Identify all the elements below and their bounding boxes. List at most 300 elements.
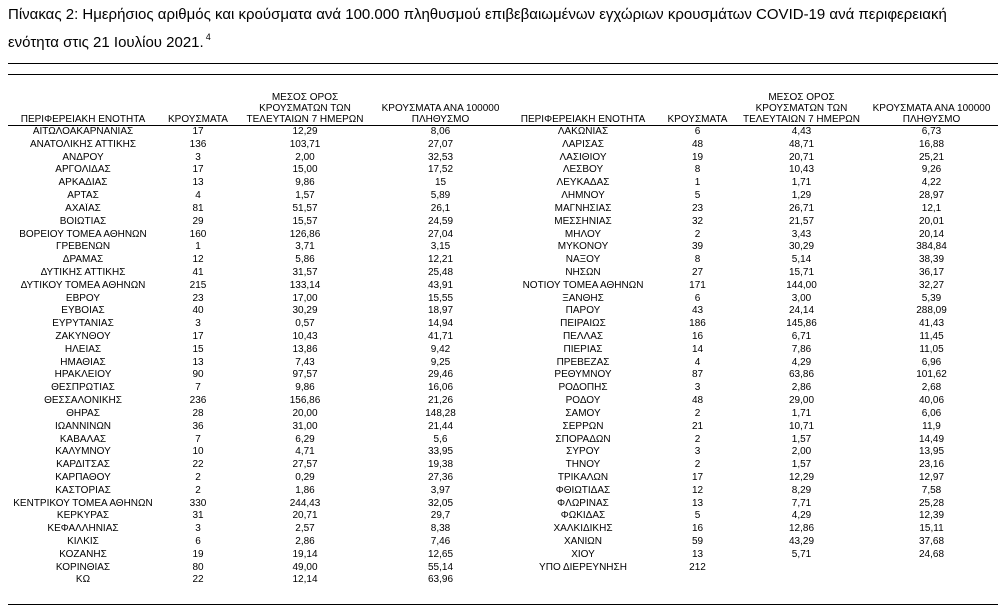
region-cell: ΞΑΝΘΗΣ bbox=[562, 292, 604, 304]
per100k-cell: 40,06 bbox=[918, 395, 945, 407]
region-cell: ΝΗΣΩΝ bbox=[565, 266, 601, 278]
region-cell: ΡΟΔΟΠΗΣ bbox=[558, 382, 608, 394]
cases-cell: 1 bbox=[694, 177, 701, 189]
table-row bbox=[8, 126, 509, 139]
avg7-cell: 1,71 bbox=[791, 407, 812, 419]
region-cell: ΔΥΤΙΚΟΥ ΤΟΜΕΑ ΑΘΗΝΩΝ bbox=[20, 279, 146, 291]
per100k-cell: 2,68 bbox=[921, 382, 942, 394]
table-row bbox=[8, 498, 509, 511]
table-row bbox=[8, 523, 509, 536]
cases-cell: 3 bbox=[694, 382, 701, 394]
region-cell: ΑΡΓΟΛΙΔΑΣ bbox=[55, 164, 111, 176]
avg7-cell: 31,00 bbox=[292, 420, 318, 432]
avg7-cell: 3,00 bbox=[791, 292, 812, 304]
region-cell: ΣΕΡΡΩΝ bbox=[562, 420, 604, 432]
cases-cell: 3 bbox=[195, 151, 201, 163]
cases-cell: 90 bbox=[192, 369, 204, 381]
region-cell: ΛΕΥΚΑΔΑΣ bbox=[556, 177, 610, 189]
avg7-cell: 6,71 bbox=[791, 331, 812, 342]
per100k-cell: 25,28 bbox=[918, 497, 945, 509]
cases-cell: 171 bbox=[689, 279, 706, 291]
per100k-cell: 21,26 bbox=[427, 395, 454, 407]
cases-cell: 7 bbox=[195, 433, 201, 445]
avg7-cell: 17,00 bbox=[292, 292, 318, 304]
region-cell: ΦΩΚΙΔΑΣ bbox=[560, 510, 606, 522]
table-row bbox=[509, 408, 998, 421]
table-row bbox=[509, 357, 998, 370]
per100k-cell: 9,42 bbox=[430, 343, 451, 355]
per100k-cell: 12,65 bbox=[427, 548, 454, 560]
cases-cell: 16 bbox=[691, 523, 704, 535]
table-row bbox=[8, 510, 509, 523]
cases-cell: 136 bbox=[189, 138, 207, 150]
avg7-cell: 126,86 bbox=[289, 228, 321, 240]
avg7-cell: 4,71 bbox=[295, 446, 315, 458]
per100k-cell: 6,96 bbox=[921, 356, 942, 368]
cases-cell: 59 bbox=[691, 536, 704, 547]
cases-cell: 81 bbox=[192, 202, 204, 214]
cases-cell: 15 bbox=[192, 343, 204, 355]
cases-table-left bbox=[8, 86, 509, 587]
region-cell: ΛΑΚΩΝΙΑΣ bbox=[557, 126, 609, 137]
avg7-cell: 1,29 bbox=[791, 190, 812, 202]
avg7-cell: 20,71 bbox=[292, 510, 318, 522]
avg7-cell: 8,29 bbox=[791, 484, 812, 496]
region-cell: ΠΕΛΛΑΣ bbox=[562, 331, 604, 342]
avg7-cell: 21,57 bbox=[788, 215, 815, 227]
table-row bbox=[509, 177, 998, 190]
region-cell: ΘΕΣΣΑΛΟΝΙΚΗΣ bbox=[44, 395, 122, 407]
region-cell: ΛΗΜΝΟΥ bbox=[561, 190, 605, 202]
per100k-cell: 28,97 bbox=[918, 190, 945, 202]
region-cell: ΘΕΣΠΡΩΤΙΑΣ bbox=[51, 382, 115, 394]
per100k-cell: 41,43 bbox=[918, 318, 945, 330]
cases-cell: 22 bbox=[192, 459, 204, 471]
avg7-cell: 133,14 bbox=[289, 279, 321, 291]
per100k-cell: 5,6 bbox=[433, 433, 448, 445]
per100k-cell: 7,58 bbox=[921, 484, 942, 496]
per100k-cell: 11,45 bbox=[919, 331, 944, 342]
table-row bbox=[8, 408, 509, 421]
table-row bbox=[509, 434, 998, 447]
avg7-cell: 12,29 bbox=[292, 126, 318, 137]
header-region: ΠΕΡΙΦΕΡΕΙΑΚΗ ΕΝΟΤΗΤΑ bbox=[8, 86, 158, 126]
header-region: ΠΕΡΙΦΕΡΕΙΑΚΗ ΕΝΟΤΗΤΑ bbox=[509, 86, 657, 126]
region-cell: ΣΠΟΡΑΔΩΝ bbox=[555, 433, 611, 445]
cases-cell: 14 bbox=[691, 343, 704, 355]
top-rule bbox=[8, 63, 998, 64]
cases-cell: 21 bbox=[691, 420, 704, 432]
bottom-rule bbox=[8, 604, 998, 605]
avg7-cell: 2,86 bbox=[791, 382, 812, 394]
per100k-cell: 26,1 bbox=[430, 202, 451, 214]
avg7-cell: 15,57 bbox=[292, 215, 318, 227]
table-row bbox=[509, 216, 998, 229]
table-row bbox=[509, 472, 998, 485]
cases-cell: 2 bbox=[694, 459, 701, 471]
table-body-left bbox=[8, 126, 509, 588]
region-cell: ΚΕΡΚΥΡΑΣ bbox=[56, 510, 110, 522]
avg7-cell: 144,00 bbox=[786, 279, 817, 291]
table-body-right bbox=[509, 126, 998, 575]
per100k-cell: 27,36 bbox=[427, 471, 454, 483]
region-cell: ΧΙΟΥ bbox=[571, 548, 595, 560]
table-row bbox=[8, 421, 509, 434]
per100k-cell: 11,9 bbox=[922, 420, 941, 432]
table-row bbox=[509, 498, 998, 511]
cases-cell: 8 bbox=[694, 164, 701, 176]
region-cell: ΚΑΒΑΛΑΣ bbox=[59, 433, 107, 445]
avg7-cell: 1,57 bbox=[791, 459, 812, 471]
cases-cell: 6 bbox=[195, 536, 201, 547]
per100k-cell: 15,55 bbox=[427, 292, 454, 304]
avg7-cell: 7,43 bbox=[295, 356, 315, 368]
per100k-cell: 7,46 bbox=[430, 536, 451, 547]
cases-cell: 1 bbox=[195, 241, 201, 253]
region-cell: ΑΝΑΤΟΛΙΚΗΣ ΑΤΤΙΚΗΣ bbox=[29, 138, 137, 150]
per100k-cell: 38,39 bbox=[918, 254, 945, 266]
region-cell: ΖΑΚΥΝΘΟΥ bbox=[55, 331, 111, 342]
table-row bbox=[8, 357, 509, 370]
region-cell: ΒΟΙΩΤΙΑΣ bbox=[59, 215, 107, 227]
avg7-cell: 2,86 bbox=[295, 536, 315, 547]
table-row bbox=[8, 152, 509, 165]
cases-cell: 4 bbox=[694, 356, 701, 368]
cases-cell: 7 bbox=[195, 382, 201, 394]
region-cell: ΦΘΙΩΤΙΔΑΣ bbox=[555, 484, 611, 496]
table-row bbox=[509, 395, 998, 408]
per100k-cell: 25,21 bbox=[918, 151, 945, 163]
region-cell: ΑΙΤΩΛΟΑΚΑΡΝΑΝΙΑΣ bbox=[32, 126, 134, 137]
cases-cell: 36 bbox=[192, 420, 204, 432]
table-row bbox=[8, 369, 509, 382]
region-cell: ΗΛΕΙΑΣ bbox=[64, 343, 102, 355]
avg7-cell: 1,57 bbox=[295, 190, 315, 202]
table-row bbox=[509, 203, 998, 216]
cases-cell: 236 bbox=[189, 395, 207, 407]
avg7-cell: 10,43 bbox=[292, 331, 318, 342]
region-cell: ΑΡΚΑΔΙΑΣ bbox=[58, 177, 108, 189]
table-row bbox=[509, 190, 998, 203]
region-cell: ΡΟΔΟΥ bbox=[565, 395, 601, 407]
table-row bbox=[509, 421, 998, 434]
cases-cell: 22 bbox=[192, 574, 204, 586]
header-row bbox=[8, 86, 509, 126]
region-cell: ΑΝΔΡΟΥ bbox=[62, 151, 104, 163]
cases-cell: 13 bbox=[192, 356, 204, 368]
avg7-cell: 7,86 bbox=[791, 343, 812, 355]
region-cell: ΣΑΜΟΥ bbox=[565, 407, 601, 419]
region-cell: ΑΧΑΪΑΣ bbox=[65, 202, 101, 214]
per100k-cell: 14,49 bbox=[918, 433, 945, 445]
table-row bbox=[8, 254, 509, 267]
table-left-half bbox=[8, 86, 509, 587]
per100k-cell: 8,38 bbox=[430, 523, 451, 535]
avg7-cell: 3,43 bbox=[791, 228, 812, 240]
avg7-cell: 244,43 bbox=[289, 497, 321, 509]
region-cell: ΠΑΡΟΥ bbox=[565, 305, 601, 317]
region-cell: ΛΕΣΒΟΥ bbox=[562, 164, 604, 176]
caption-text: Πίνακας 2: Ημερήσιος αριθμός και κρούσματα ανά 100.000 πληθυσμού επιβεβαιωμένων εγχώριων κρουσμάτων COVID-19 ανά περιφερειακή ενότητα στις 21 Ιουλίου 2021. bbox=[8, 6, 947, 51]
avg7-cell: 2,57 bbox=[295, 523, 315, 535]
per100k-cell: 6,06 bbox=[921, 407, 942, 419]
table-row bbox=[8, 446, 509, 459]
avg7-cell: 7,71 bbox=[791, 497, 812, 509]
region-cell: ΜΥΚΟΝΟΥ bbox=[557, 241, 609, 253]
table-row bbox=[509, 293, 998, 306]
table-row bbox=[509, 549, 998, 562]
avg7-cell: 4,29 bbox=[791, 356, 812, 368]
table-row bbox=[8, 139, 509, 152]
per100k-cell: 3,15 bbox=[430, 241, 451, 253]
avg7-cell: 0,57 bbox=[295, 318, 315, 330]
region-cell: ΑΡΤΑΣ bbox=[67, 190, 99, 202]
per100k-cell: 5,39 bbox=[921, 292, 942, 304]
per100k-cell: 20,14 bbox=[918, 228, 945, 240]
per100k-cell: 43,91 bbox=[427, 279, 454, 291]
per100k-cell: 37,68 bbox=[918, 536, 945, 547]
per100k-cell: 16,06 bbox=[427, 382, 454, 394]
per100k-cell: 32,27 bbox=[918, 279, 945, 291]
per100k-cell: 24,59 bbox=[427, 215, 454, 227]
table-row bbox=[509, 280, 998, 293]
avg7-cell: 9,86 bbox=[295, 177, 315, 189]
avg7-cell: 24,14 bbox=[788, 305, 815, 317]
avg7-cell: 145,86 bbox=[786, 318, 817, 330]
avg7-cell: 5,14 bbox=[791, 254, 812, 266]
avg7-cell: 4,43 bbox=[791, 126, 812, 137]
avg7-cell: 15,71 bbox=[788, 266, 815, 278]
header-7day-average: ΜΕΣΟΣ ΟΡΟΣ ΚΡΟΥΣΜΑΤΩΝ ΤΩΝ ΤΕΛΕΥΤΑΙΩΝ 7 ΗΜΕΡΩΝ bbox=[238, 86, 372, 126]
avg7-cell: 10,71 bbox=[788, 420, 815, 432]
per100k-cell: 12,39 bbox=[918, 510, 945, 522]
table-row bbox=[509, 523, 998, 536]
avg7-cell: 2,00 bbox=[791, 446, 812, 458]
region-cell: ΚΑΡΔΙΤΣΑΣ bbox=[56, 459, 110, 471]
per100k-cell: 55,14 bbox=[427, 561, 454, 573]
cases-cell: 212 bbox=[689, 561, 706, 573]
table-row bbox=[509, 369, 998, 382]
region-cell: ΚΕΦΑΛΛΗΝΙΑΣ bbox=[47, 523, 119, 535]
per100k-cell: 23,16 bbox=[918, 459, 945, 471]
cases-cell: 13 bbox=[192, 177, 204, 189]
avg7-cell: 49,00 bbox=[292, 561, 318, 573]
table-row bbox=[8, 229, 509, 242]
table-row bbox=[8, 216, 509, 229]
region-cell: ΠΙΕΡΙΑΣ bbox=[563, 343, 603, 355]
table-row bbox=[509, 562, 998, 575]
header-cases-per-100k: ΚΡΟΥΣΜΑΤΑ ΑΝΑ 100000 ΠΛΗΘΥΣΜΟ bbox=[372, 86, 509, 126]
region-cell: ΚΑΡΠΑΘΟΥ bbox=[55, 471, 111, 483]
avg7-cell: 30,29 bbox=[788, 241, 815, 253]
per100k-cell: 9,25 bbox=[430, 356, 451, 368]
avg7-cell: 13,86 bbox=[292, 343, 318, 355]
per100k-cell: 32,05 bbox=[427, 497, 454, 509]
table-caption bbox=[8, 4, 998, 54]
table-row bbox=[8, 485, 509, 498]
per100k-cell: 101,62 bbox=[916, 369, 947, 381]
per100k-cell: 12,1 bbox=[921, 202, 942, 214]
per100k-cell bbox=[865, 562, 998, 575]
region-cell: ΝΟΤΙΟΥ ΤΟΜΕΑ ΑΘΗΝΩΝ bbox=[522, 279, 644, 291]
table-row bbox=[8, 164, 509, 177]
table-row bbox=[509, 305, 998, 318]
region-cell: ΚΑΣΤΟΡΙΑΣ bbox=[55, 484, 111, 496]
avg7-cell: 30,29 bbox=[292, 305, 318, 317]
cases-cell: 23 bbox=[691, 202, 704, 214]
cases-cell: 330 bbox=[189, 497, 207, 509]
cases-cell: 17 bbox=[192, 126, 204, 137]
cases-cell: 31 bbox=[192, 510, 204, 522]
cases-cell: 41 bbox=[192, 266, 204, 278]
table-row bbox=[509, 344, 998, 357]
table-row bbox=[509, 318, 998, 331]
avg7-cell: 31,57 bbox=[292, 266, 318, 278]
avg7-cell: 97,57 bbox=[292, 369, 318, 381]
avg7-cell: 20,00 bbox=[292, 407, 318, 419]
cases-cell: 28 bbox=[192, 407, 204, 419]
avg7-cell: 51,57 bbox=[292, 202, 318, 214]
avg7-cell bbox=[738, 562, 865, 575]
region-cell: ΜΑΓΝΗΣΙΑΣ bbox=[554, 202, 612, 214]
cases-cell: 2 bbox=[694, 433, 701, 445]
region-cell: ΓΡΕΒΕΝΩΝ bbox=[55, 241, 111, 253]
header-7day-average: ΜΕΣΟΣ ΟΡΟΣ ΚΡΟΥΣΜΑΤΩΝ ΤΩΝ ΤΕΛΕΥΤΑΙΩΝ 7 ΗΜΕΡΩΝ bbox=[738, 86, 865, 126]
cases-cell: 80 bbox=[192, 561, 204, 573]
per100k-cell: 32,53 bbox=[427, 151, 454, 163]
avg7-cell: 1,57 bbox=[791, 433, 812, 445]
table-row bbox=[509, 459, 998, 472]
per100k-cell: 29,7 bbox=[430, 510, 451, 522]
region-cell: ΘΗΡΑΣ bbox=[66, 407, 100, 419]
header-row bbox=[509, 86, 998, 126]
avg7-cell: 12,86 bbox=[788, 523, 815, 535]
per100k-cell: 11,05 bbox=[919, 343, 944, 355]
cases-cell: 40 bbox=[192, 305, 204, 317]
header-rule bbox=[8, 74, 998, 75]
table-row bbox=[8, 331, 509, 344]
region-cell: ΕΥΒΟΙΑΣ bbox=[61, 305, 105, 317]
cases-cell: 32 bbox=[691, 215, 704, 227]
avg7-cell: 26,71 bbox=[788, 202, 815, 214]
table-row bbox=[8, 280, 509, 293]
cases-cell: 6 bbox=[694, 292, 701, 304]
per100k-cell: 29,46 bbox=[427, 369, 454, 381]
table-row bbox=[509, 241, 998, 254]
region-cell: ΔΥΤΙΚΗΣ ΑΤΤΙΚΗΣ bbox=[40, 266, 126, 278]
region-cell: ΠΡΕΒΕΖΑΣ bbox=[556, 356, 610, 368]
region-cell: ΠΕΙΡΑΙΩΣ bbox=[560, 318, 606, 330]
table-row bbox=[509, 446, 998, 459]
per100k-cell: 41,71 bbox=[427, 331, 454, 342]
per100k-cell: 9,26 bbox=[921, 164, 942, 176]
per100k-cell: 8,06 bbox=[430, 126, 451, 137]
table-right-half bbox=[509, 86, 998, 574]
cases-cell: 3 bbox=[195, 523, 201, 535]
table-row bbox=[8, 382, 509, 395]
cases-cell: 39 bbox=[691, 241, 704, 253]
region-cell: ΚΟΖΑΝΗΣ bbox=[59, 548, 107, 560]
per100k-cell: 6,73 bbox=[921, 126, 942, 137]
per100k-cell: 21,44 bbox=[427, 420, 454, 432]
region-cell: ΧΑΝΙΩΝ bbox=[563, 536, 603, 547]
avg7-cell: 15,00 bbox=[292, 164, 318, 176]
cases-cell: 2 bbox=[694, 407, 701, 419]
region-cell: ΚΕΝΤΡΙΚΟΥ ΤΟΜΕΑ ΑΘΗΝΩΝ bbox=[13, 497, 153, 509]
avg7-cell: 63,86 bbox=[788, 369, 815, 381]
per100k-cell: 384,84 bbox=[916, 241, 947, 253]
region-cell: ΤΡΙΚΑΛΩΝ bbox=[557, 471, 609, 483]
cases-cell: 23 bbox=[192, 292, 204, 304]
region-cell: ΧΑΛΚΙΔΙΚΗΣ bbox=[553, 523, 613, 535]
region-cell: ΡΕΘΥΜΝΟΥ bbox=[554, 369, 612, 381]
cases-cell: 12 bbox=[192, 254, 204, 266]
avg7-cell: 12,14 bbox=[292, 574, 318, 586]
table-row bbox=[509, 382, 998, 395]
region-cell: ΣΥΡΟΥ bbox=[566, 446, 600, 458]
cases-cell: 43 bbox=[691, 305, 704, 317]
table-row bbox=[509, 229, 998, 242]
per100k-cell: 13,95 bbox=[918, 446, 945, 458]
cases-cell: 2 bbox=[195, 484, 201, 496]
cases-cell: 19 bbox=[192, 548, 204, 560]
per100k-cell: 14,94 bbox=[427, 318, 454, 330]
avg7-cell: 19,14 bbox=[292, 548, 318, 560]
per100k-cell: 5,89 bbox=[430, 190, 451, 202]
per100k-cell: 16,88 bbox=[918, 138, 945, 150]
table-row bbox=[8, 472, 509, 485]
per100k-cell: 3,97 bbox=[430, 484, 451, 496]
cases-cell: 10 bbox=[192, 446, 204, 458]
avg7-cell: 12,29 bbox=[788, 471, 815, 483]
avg7-cell: 5,86 bbox=[295, 254, 315, 266]
table-row bbox=[8, 318, 509, 331]
table-row bbox=[8, 562, 509, 575]
cases-cell: 17 bbox=[192, 164, 204, 176]
avg7-cell: 1,71 bbox=[791, 177, 812, 189]
per100k-cell: 33,95 bbox=[427, 446, 454, 458]
cases-cell: 6 bbox=[694, 126, 701, 137]
cases-cell: 48 bbox=[691, 395, 704, 407]
region-cell: ΜΕΣΣΗΝΙΑΣ bbox=[554, 215, 612, 227]
table-row bbox=[509, 510, 998, 523]
table-row bbox=[8, 536, 509, 549]
per100k-cell: 12,97 bbox=[918, 471, 945, 483]
region-cell: ΔΡΑΜΑΣ bbox=[62, 254, 104, 266]
table-row bbox=[8, 574, 509, 587]
table-row bbox=[509, 164, 998, 177]
table-row bbox=[8, 305, 509, 318]
avg7-cell: 0,29 bbox=[295, 471, 315, 483]
cases-cell: 3 bbox=[195, 318, 201, 330]
region-cell: ΗΜΑΘΙΑΣ bbox=[60, 356, 106, 368]
avg7-cell: 5,71 bbox=[791, 548, 812, 560]
header-cases-per-100k: ΚΡΟΥΣΜΑΤΑ ΑΝΑ 100000 ΠΛΗΘΥΣΜΟ bbox=[865, 86, 998, 126]
cases-cell: 19 bbox=[691, 151, 704, 163]
region-cell: ΗΡΑΚΛΕΙΟΥ bbox=[54, 369, 112, 381]
table-row bbox=[8, 267, 509, 280]
cases-cell: 17 bbox=[192, 331, 204, 342]
table-row bbox=[509, 126, 998, 139]
cases-cell: 3 bbox=[694, 446, 701, 458]
avg7-cell: 3,71 bbox=[295, 241, 315, 253]
per100k-cell: 25,48 bbox=[427, 266, 454, 278]
per100k-cell: 27,04 bbox=[427, 228, 454, 240]
region-cell: ΚΙΛΚΙΣ bbox=[67, 536, 99, 547]
region-cell: ΜΗΛΟΥ bbox=[564, 228, 602, 240]
cases-cell: 27 bbox=[691, 266, 704, 278]
table-row bbox=[8, 434, 509, 447]
